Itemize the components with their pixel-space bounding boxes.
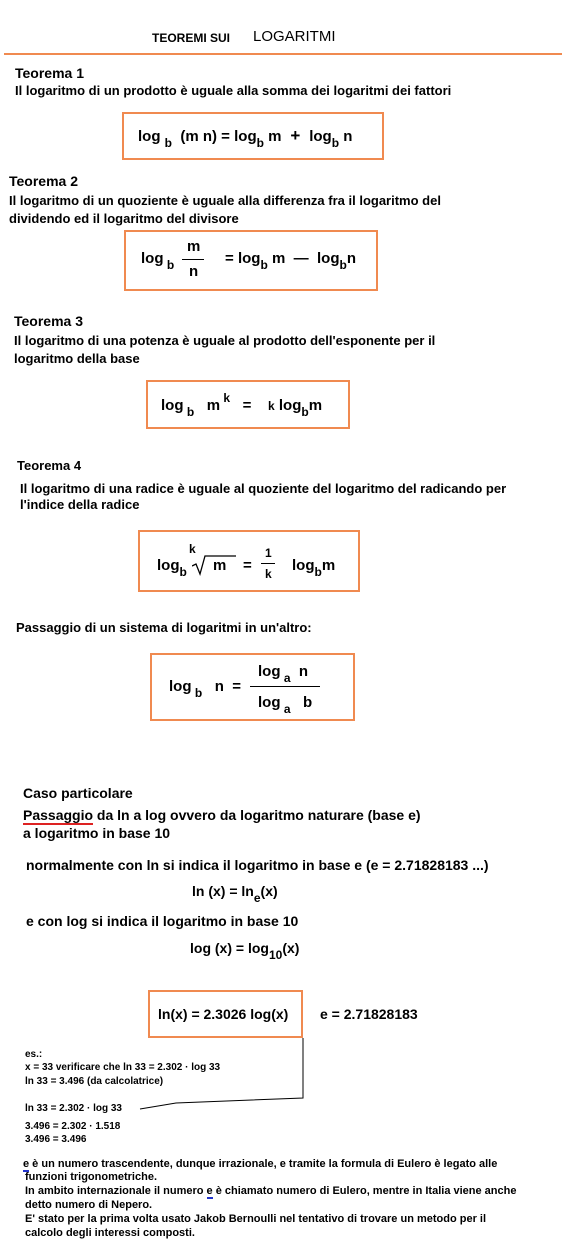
theorem-2-label: Teorema 2 <box>9 173 78 189</box>
change-base-numerator: log $_a$ n <box>258 663 309 685</box>
log-definition: log (x) = log10(x) <box>190 940 300 962</box>
theorem-4-root-index: k <box>189 542 196 556</box>
theorem-2-text-2: dividendo ed il logaritmo del divisore <box>9 211 239 226</box>
theorem-3-formula: log $_b$ m $^k$ = k $\log_bm$ <box>161 391 323 419</box>
footnote-line-6: calcolo degli interessi composti. <box>25 1227 195 1239</box>
example-x-line: x = 33 verificare che ln 33 = 2.302 · log 33 <box>25 1062 221 1073</box>
theorem-3-label: Teorema 3 <box>14 313 83 329</box>
e-value: e = 2.71828183 <box>320 1006 418 1022</box>
footnote-line-3: In ambito internazionale il numero e è chiamato numero di Eulero, mentre in Italia viene anche <box>25 1185 517 1197</box>
change-base-lhs: log $_b$ n = <box>169 678 241 700</box>
example-label: es.: <box>25 1049 43 1060</box>
theorem-1-text: Il logaritmo di un prodotto è uguale alla somma dei logaritmi dei fattori <box>15 83 452 98</box>
special-case-line-1: Passaggio da ln a log ovvero da logaritmo naturare (base e) <box>23 807 421 823</box>
theorem-2-denominator: n <box>189 263 199 280</box>
theorem-1-formula: log $_b$ (m $n) = \log_b m + \log_b n$ <box>138 126 353 150</box>
special-case-heading: Caso particolare <box>23 785 133 801</box>
theorem-4-numerator: 1 <box>265 546 272 560</box>
theorem-4-text-1: Il logaritmo di una radice è uguale al quoziente del logaritmo del radicando per <box>20 481 507 496</box>
note-log: e con log si indica il logaritmo in base 10 <box>26 913 299 929</box>
theorem-3-text-1: Il logaritmo di una potenza è uguale al prodotto dell'esponente per il <box>14 333 436 348</box>
page-prefix: TEOREMI SUI <box>152 31 231 45</box>
footnote-line-4: detto numero di Nepero. <box>25 1199 153 1211</box>
footnote-line-1: e è un numero trascendente, dunque irrazionale, e tramite la formula di Eulero è legato alle <box>23 1158 498 1170</box>
change-base-denominator: log $_a$ b <box>258 694 313 716</box>
example-step-3: 3.496 = 3.496 <box>25 1134 87 1145</box>
footnote-line-2: funzioni trigonometriche. <box>25 1171 157 1183</box>
change-base-heading: Passaggio di un sistema di logaritmi in un'altro: <box>16 620 312 635</box>
theorem-4-text-2: l'indice della radice <box>20 497 140 512</box>
theorem-2-log: log $_b$ <box>141 250 175 272</box>
theorem-4-log: $\log_b$ <box>157 557 187 579</box>
page-title: LOGARITMI <box>253 28 336 45</box>
theorem-3-text-2: logaritmo della base <box>14 351 140 366</box>
footnote-line-5: E' stato per la prima volta usato Jakob Bernoulli nel tentativo di trovare un metodo per il <box>25 1213 487 1225</box>
note-ln: normalmente con ln si indica il logaritmo in base e (e = 2.71828183 ...) <box>26 857 489 873</box>
theorem-4-rhs: $\log_bm$ <box>292 557 336 579</box>
example-step-2: 3.496 = 2.302 · 1.518 <box>25 1121 121 1132</box>
theorem-2-rhs: = $\log_b m$ — $\log_bn$ <box>225 250 356 272</box>
theorem-4-eq: = <box>243 557 252 574</box>
ln-definition: ln (x) = lne(x) <box>192 883 278 905</box>
theorem-4-label: Teorema 4 <box>17 458 82 473</box>
example-step-1: ln 33 = 2.302 · log 33 <box>25 1103 122 1114</box>
example-calc-line: ln 33 = 3.496 (da calcolatrice) <box>25 1076 164 1087</box>
theorem-4-radicand: m <box>213 557 227 574</box>
theorem-1-label: Teorema 1 <box>15 65 84 81</box>
theorem-4-denominator: k <box>265 567 272 581</box>
main-formula: ln(x) = 2.3026 log(x) <box>158 1006 289 1022</box>
theorem-2-text-1: Il logaritmo di un quoziente è uguale alla differenza fra il logaritmo del <box>9 193 441 208</box>
theorem-2-numerator: m <box>187 238 201 255</box>
special-case-line-2: a logaritmo in base 10 <box>23 825 171 841</box>
